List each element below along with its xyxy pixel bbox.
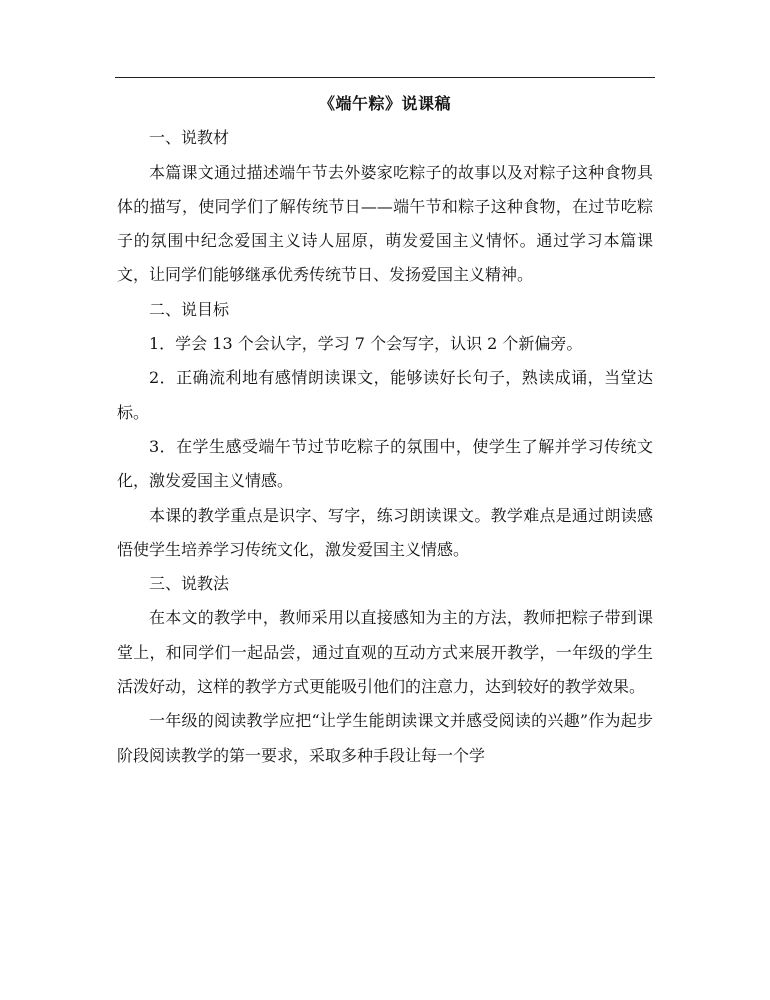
header-rule [115,77,655,78]
paragraph-key-points: 本课的教学重点是识字、写字，练习朗读课文。教学难点是通过朗读感悟使学生培养学习传统文化，激发爱国主义情感。 [117,505,653,559]
section-heading-textbook: 一、说教材 [149,128,230,148]
objective-item-2: 2．正确流利地有感情朗读课文，能够读好长句子，熟读成诵，当堂达标。 [117,368,653,422]
paragraph-methods: 在本文的教学中，教师采用以直接感知为主的方法，教师把粽子带到课堂上，和同学们一起品尝，通过直观的互动方式来展开教学，一年级的学生活泼好动，这样的教学方式更能吸引他们的注意力，达到较好的教学效果。 [117,608,653,697]
paragraph-textbook: 本篇课文通过描述端午节去外婆家吃粽子的故事以及对粽子这种食物具体的描写，使同学们了解传统节日——端午节和粽子这种食物，在过节吃粽子的氛围中纪念爱国主义诗人屈原，萌发爱国主义情怀。通过学习本篇课文，让同学们能够继承优秀传统节日、发扬爱国主义精神。 [117,162,653,285]
document-body [117,87,653,773]
section-heading-methods: 三、说教法 [149,574,230,594]
paragraph-reading: 一年级的阅读教学应把“让学生能朗读课文并感受阅读的兴趣”作为起步阶段阅读教学的第一要求，采取多种手段让每一个学 [117,711,653,765]
document-title: 《端午粽》说课稿 [318,94,451,113]
section-heading-objectives: 二、说目标 [149,299,230,319]
objective-item-1: 1．学会 13 个会认字，学习 7 个会写字，认识 2 个新偏旁。 [149,334,583,354]
objective-item-3: 3．在学生感受端午节过节吃粽子的氛围中，使学生了解并学习传统文化，激发爱国主义情感。 [117,436,653,491]
